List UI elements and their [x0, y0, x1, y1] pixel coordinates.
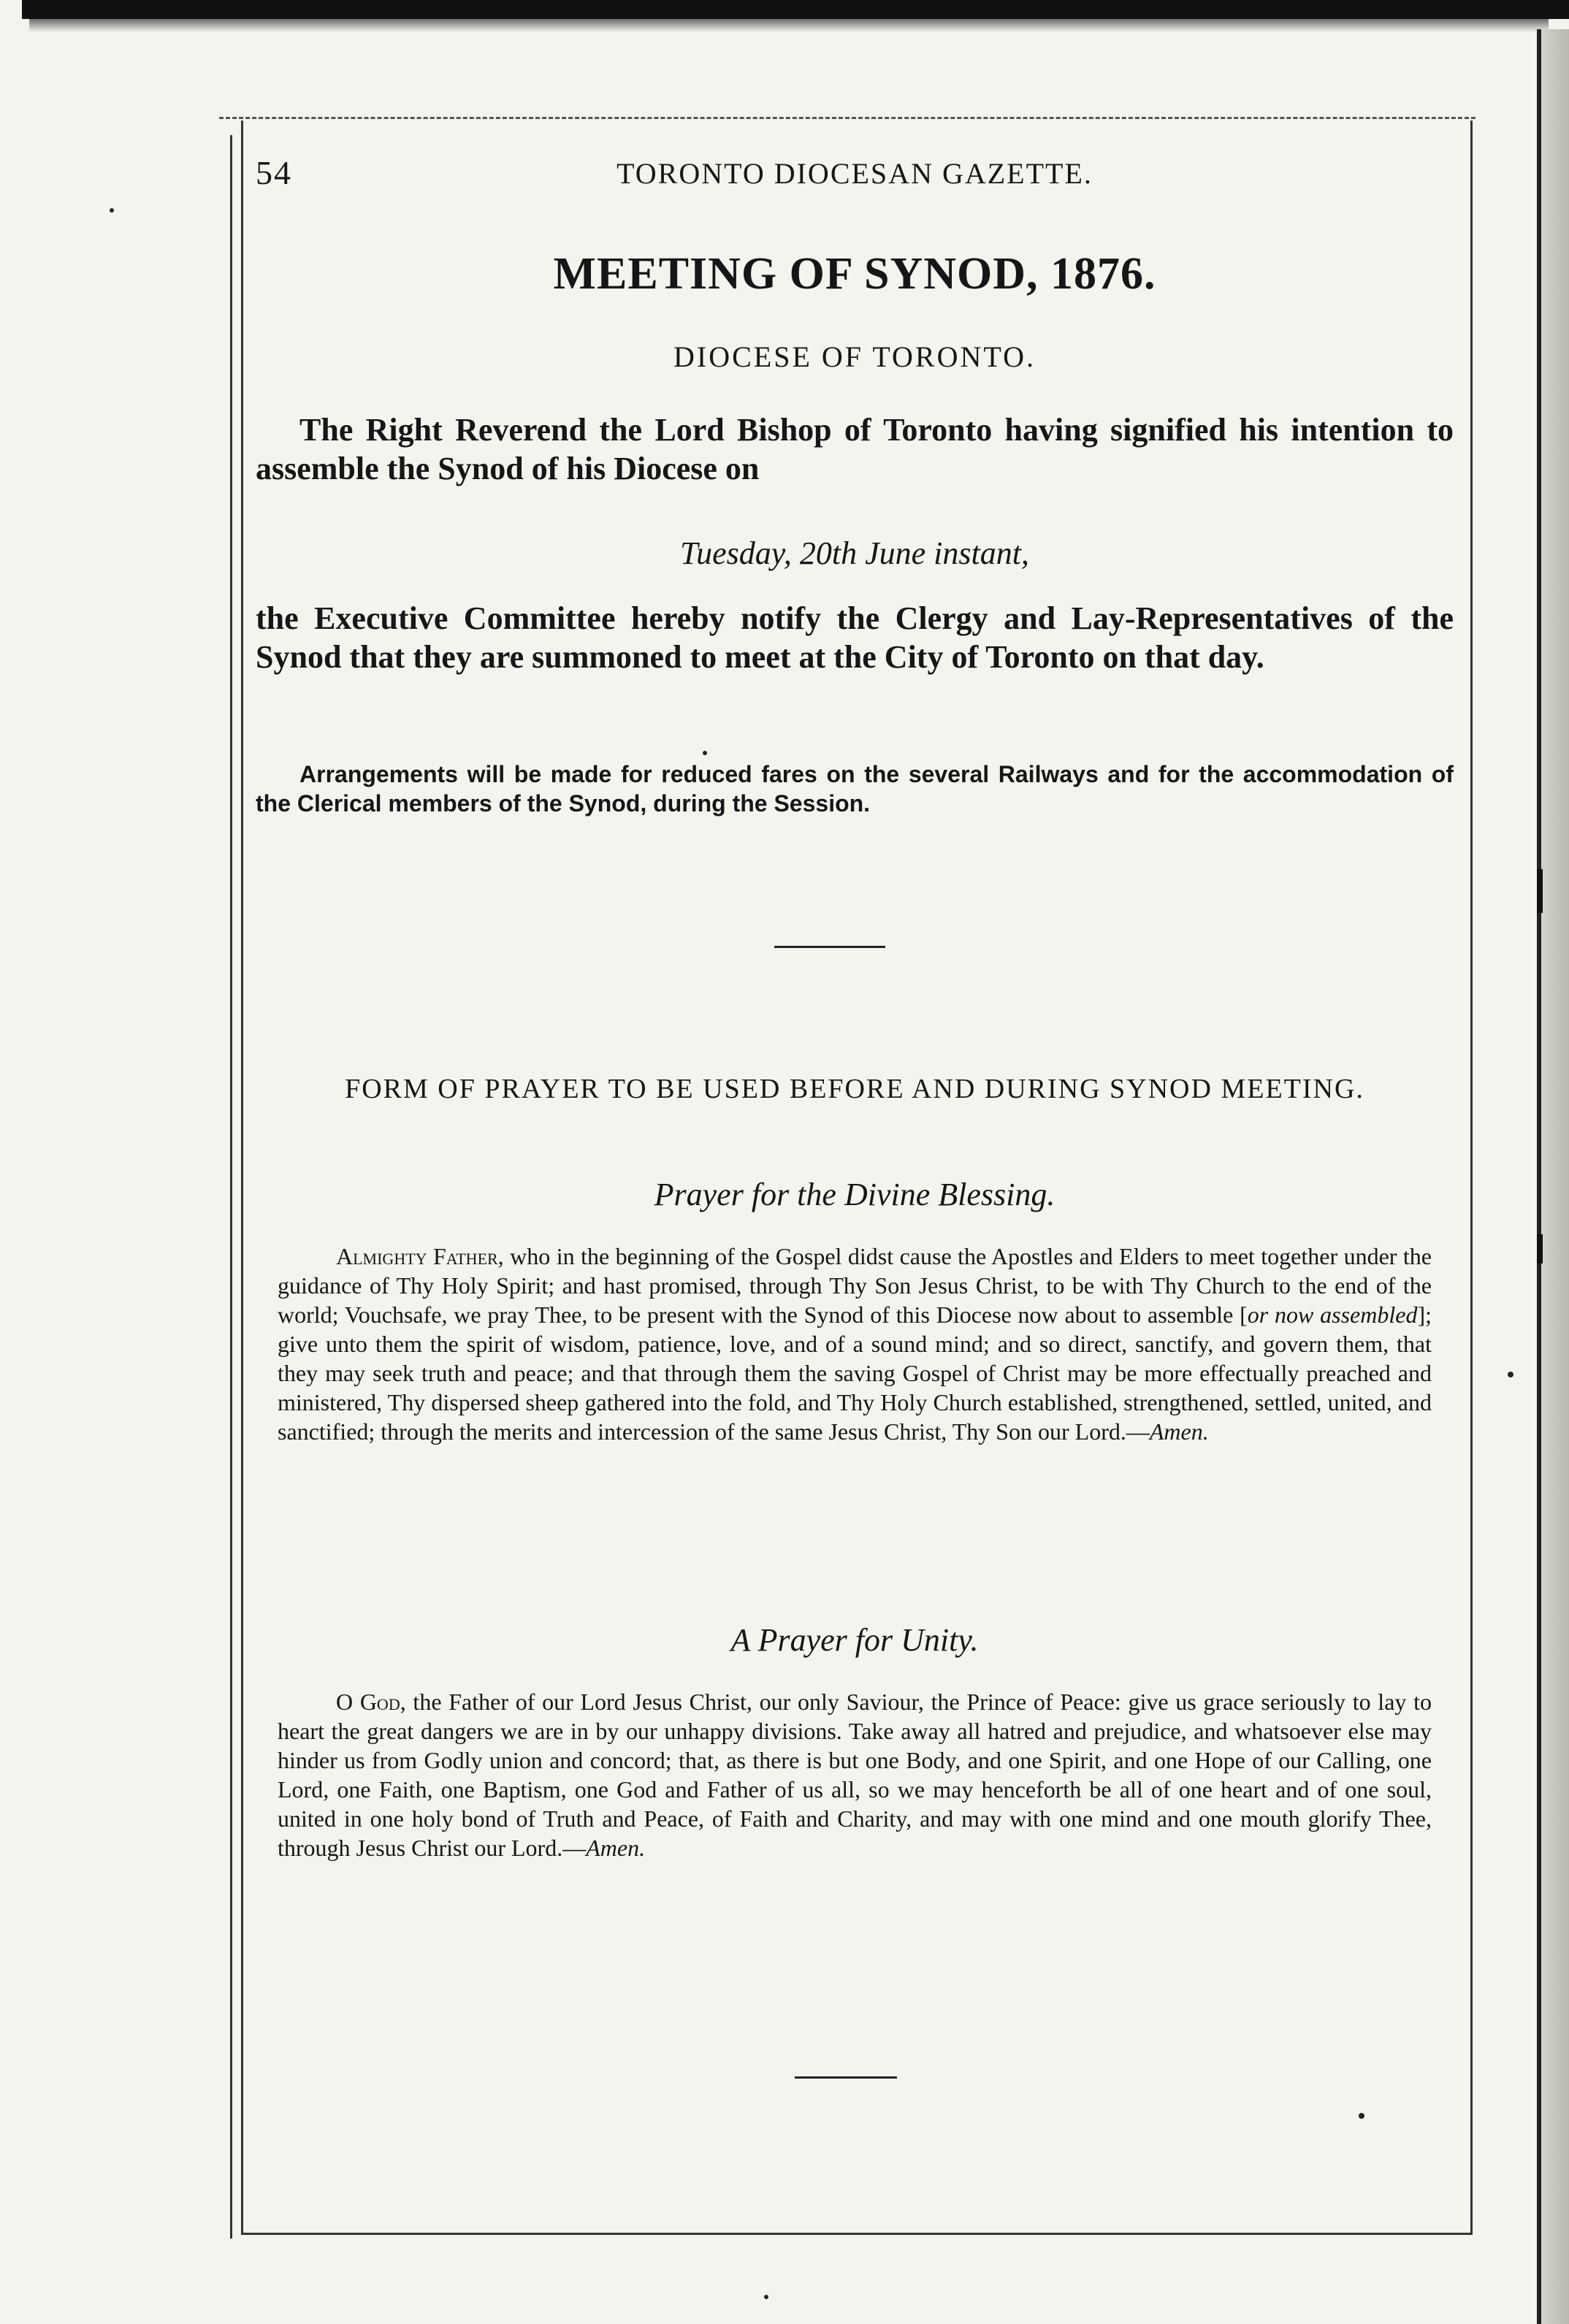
notice-date: Tuesday, 20th June instant,	[680, 535, 1029, 571]
prayer-1-opening: Almighty Father,	[336, 1243, 504, 1269]
running-head	[256, 153, 1454, 197]
binding-edge-line	[1537, 29, 1541, 2324]
scan-binding-edge	[1537, 29, 1569, 2324]
page-frame-left	[230, 135, 232, 2239]
prayer-2-opening: O God,	[336, 1689, 406, 1715]
scan-speck	[703, 751, 707, 755]
page-frame-top	[219, 117, 1476, 119]
scan-top-shadow	[29, 19, 1549, 32]
prayer-section-title: FORM OF PRAYER TO BE USED BEFORE AND DURING SYNOD MEETING.	[345, 1074, 1364, 1104]
prayer-1-body-a: who in the beginning of the Gospel didst cause the Apostles and Elders to meet together under the guidance of Thy Holy Spirit; and hast promised, through Thy Son Jesus Christ, to be with Thy Church to the end of the world; Vouchsafe, we pray Thee, to be present with the Synod of this Diocese now about to assemble [	[278, 1243, 1432, 1328]
prayer-2-heading: A Prayer for Unity.	[730, 1622, 979, 1658]
section-divider	[774, 946, 885, 948]
prayer-1-bracket-note: or now assembled	[1247, 1301, 1418, 1328]
prayer-1-amen: Amen.	[1149, 1418, 1209, 1445]
binding-mark	[1537, 869, 1543, 913]
notice-paragraph-2: the Executive Committee hereby notify the Clergy and Lay-Representatives of the Synod that they are summoned to meet at the City of Toronto on that day.	[256, 600, 1454, 675]
notice-paragraph-3: Arrangements will be made for reduced fares on the several Railways and for the accommodation of the Clerical members of the Synod, during the Session.	[256, 761, 1454, 817]
journal-title: TORONTO DIOCESAN GAZETTE.	[616, 157, 1093, 190]
end-divider	[795, 2076, 897, 2079]
binding-mark	[1537, 1234, 1543, 1264]
prayer-1-heading: Prayer for the Divine Blessing.	[654, 1177, 1055, 1212]
scan-top-edge	[22, 0, 1569, 19]
notice-paragraph-1: The Right Reverend the Lord Bishop of Toronto having signified his intention to assemble the Synod of his Diocese on	[256, 412, 1454, 486]
prayer-2-amen: Amen.	[586, 1835, 646, 1861]
page-number: 54	[256, 154, 292, 191]
scan-speck	[110, 208, 114, 213]
prayer-1-text	[278, 1242, 1432, 1446]
notice-title: MEETING OF SYNOD, 1876.	[553, 249, 1156, 299]
scan-speck	[1508, 1372, 1513, 1377]
scan-speck	[1359, 2113, 1364, 2119]
prayer-2-text	[278, 1687, 1432, 1862]
notice-diocese: DIOCESE OF TORONTO.	[673, 340, 1036, 373]
prayer-1-body-b: ]; give unto them the spirit of wisdom, patience, love, and of a sound mind; and so direct, sanctify, and govern them, that they may seek truth and peace; and that through them the saving Gospel of Christ may be more effectually preached and ministered, Thy dispersed sheep gathered into the fold, and Thy Holy Church established, strengthened, settled, united, and sanctified; through the merits and intercession of the same Jesus Christ, Thy Son our Lord.—	[278, 1301, 1432, 1445]
scan-speck	[764, 2295, 768, 2299]
prayer-2-body: the Father of our Lord Jesus Christ, our only Saviour, the Prince of Peace: give us grace seriously to lay to heart the great dangers we are in by our unhappy divisions. Take away all hatred and prejudice, and whatsoever else may hinder us from Godly union and concord; that, as there is but one Body, and one Spirit, and one Hope of our Calling, one Lord, one Faith, one Baptism, one God and Father of us all, so we may henceforth be all of one heart and of one soul, united in one holy bond of Truth and Peace, of Faith and Charity, and may with one mind and one mouth glorify Thee, through Jesus Christ our Lord.—	[278, 1689, 1432, 1861]
